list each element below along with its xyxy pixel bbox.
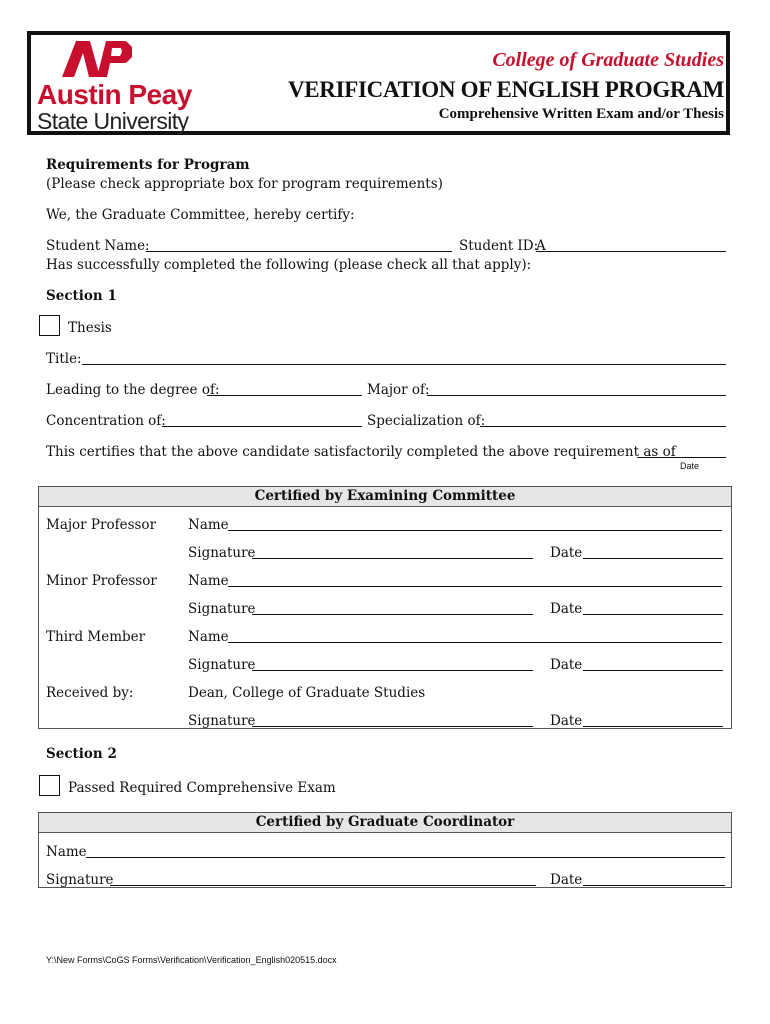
graduate-coordinator-panel [38,812,732,888]
third-member-name-field[interactable] [228,642,722,643]
apsu-logo-mark [60,39,142,79]
major-field[interactable] [427,395,726,396]
concentration-field[interactable] [162,426,362,427]
student-id-field[interactable] [536,251,726,252]
logo-text-austin-peay: Austin Peay [37,79,192,110]
specialization-field[interactable] [480,426,726,427]
completion-date-field[interactable] [637,457,726,458]
third-member-label: Third Member [46,629,146,645]
dean-signature-field[interactable] [252,726,533,727]
requirements-heading: Requirements for Program [46,157,250,173]
student-name-label: Student Name: [46,238,150,254]
requirements-note: (Please check appropriate box for program requirements) [46,176,443,192]
specialization-label: Specialization of: [367,413,486,429]
coordinator-date-label: Date [550,872,583,888]
minor-professor-name-label: Name [188,573,229,589]
major-professor-label: Major Professor [46,517,157,533]
coordinator-name-field[interactable] [86,857,725,858]
completed-text: Has successfully completed the following (please check all that apply): [46,257,532,273]
examining-committee-heading: Certified by Examining Committee [39,487,731,507]
title-label: Title: [46,351,82,367]
minor-professor-date-label: Date [550,601,583,617]
form-subtitle: Comprehensive Written Exam and/or Thesis [438,106,724,122]
major-professor-signature-field[interactable] [252,558,533,559]
major-professor-signature-label: Signature [188,545,256,561]
received-by-label: Received by: [46,685,134,701]
third-member-name-label: Name [188,629,229,645]
minor-professor-date-field[interactable] [583,614,723,615]
footer-file-path: Y:\New Forms\CoGS Forms\Verification\Verification_English020515.docx [46,955,337,965]
student-name-field[interactable] [146,251,452,252]
student-id-prefix: A [536,238,546,254]
completion-certify-text: This certifies that the above candidate satisfactorily completed the above requirement as of [46,444,676,460]
dean-signature-label: Signature [188,713,256,729]
thesis-label: Thesis [68,320,112,336]
logo-text-state-university: State University [37,108,189,134]
section1-heading: Section 1 [46,288,117,304]
concentration-label: Concentration of: [46,413,166,429]
minor-professor-signature-label: Signature [188,601,256,617]
major-professor-name-label: Name [188,517,229,533]
minor-professor-label: Minor Professor [46,573,157,589]
title-field[interactable] [82,364,726,365]
minor-professor-signature-field[interactable] [252,614,533,615]
certify-text: We, the Graduate Committee, hereby certify: [46,207,355,223]
comprehensive-exam-checkbox[interactable] [39,775,60,796]
college-name: College of Graduate Studies [492,49,724,71]
minor-professor-name-field[interactable] [228,586,722,587]
coordinator-name-label: Name [46,844,87,860]
date-caption: Date [680,461,700,471]
thesis-checkbox[interactable] [39,315,60,336]
dean-date-field[interactable] [583,726,723,727]
degree-label: Leading to the degree of: [46,382,220,398]
dean-date-label: Date [550,713,583,729]
major-professor-name-field[interactable] [228,530,722,531]
student-id-label: Student ID: [459,238,539,254]
third-member-signature-label: Signature [188,657,256,673]
dean-label: Dean, College of Graduate Studies [188,685,426,701]
section2-heading: Section 2 [46,746,117,762]
form-title: VERIFICATION OF ENGLISH PROGRAM [287,77,724,102]
major-label: Major of: [367,382,430,398]
third-member-date-field[interactable] [583,670,723,671]
comprehensive-exam-label: Passed Required Comprehensive Exam [68,780,336,796]
coordinator-signature-label: Signature [46,872,114,888]
third-member-signature-field[interactable] [252,670,533,671]
graduate-coordinator-heading: Certified by Graduate Coordinator [39,813,731,833]
coordinator-date-field[interactable] [583,885,725,886]
degree-field[interactable] [207,395,362,396]
third-member-date-label: Date [550,657,583,673]
major-professor-date-label: Date [550,545,583,561]
major-professor-date-field[interactable] [583,558,723,559]
coordinator-signature-field[interactable] [110,885,536,886]
